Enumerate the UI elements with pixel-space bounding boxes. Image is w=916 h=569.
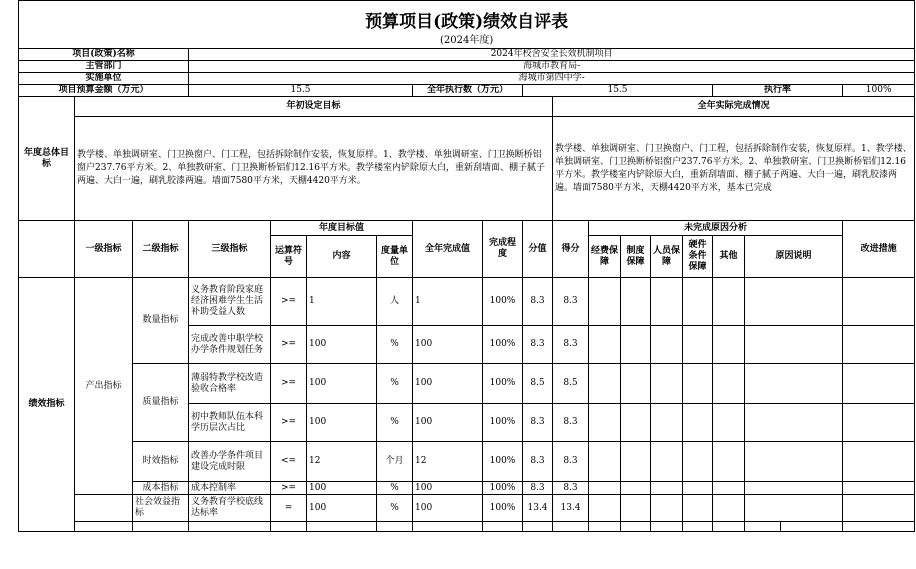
output-label: 产出指标 — [75, 278, 133, 495]
exec-value: 15.5 — [523, 85, 713, 97]
indicator-name: 改善办学条件项目建设完成时限 — [189, 442, 271, 482]
system-header: 制度保障 — [621, 236, 651, 278]
indicator-value: 8.5 — [523, 364, 553, 404]
score-header: 得分 — [553, 221, 589, 278]
indicator-name: 完成改善中职学校办学条件规划任务 — [189, 326, 271, 364]
annual-goal-label: 年度总体目标 — [19, 97, 75, 221]
indicator-op: >= — [271, 404, 307, 442]
project-name-value: 2024年校舍安全长效机制项目 — [189, 49, 915, 61]
indicator-actual: 12 — [413, 442, 483, 482]
indicator-value: 8.3 — [523, 278, 553, 326]
indicator-value: 13.4 — [523, 495, 553, 522]
content-header: 内容 — [307, 236, 377, 278]
budget-label: 项目预算金额（万元） — [19, 85, 189, 97]
indicator-name: 初中教师队伍本科学历层次占比 — [189, 404, 271, 442]
indicator-actual: 100 — [413, 495, 483, 522]
indicator-completion: 100% — [483, 326, 523, 364]
budget-value: 15.5 — [189, 85, 413, 97]
completion-header: 完成程度 — [483, 221, 523, 278]
funding-header: 经费保障 — [589, 236, 621, 278]
hardware-header: 硬件条件保障 — [683, 236, 713, 278]
unit-value: 海城市第四中学- — [189, 73, 915, 85]
indicator-completion: 100% — [483, 278, 523, 326]
indicator-content: 100 — [307, 495, 377, 522]
indicator-actual: 100 — [413, 482, 483, 495]
level1-header: 一级指标 — [75, 221, 133, 278]
indicator-actual: 100 — [413, 404, 483, 442]
project-name-label: 项目(政策)名称 — [19, 49, 189, 61]
personnel-header: 人员保障 — [651, 236, 683, 278]
indicator-unit: 个月 — [377, 442, 413, 482]
category-quality: 质量指标 — [133, 364, 189, 442]
indicator-unit: % — [377, 364, 413, 404]
unit-header: 度量单位 — [377, 236, 413, 278]
indicator-completion: 100% — [483, 495, 523, 522]
indicator-score: 8.5 — [553, 364, 589, 404]
rate-value: 100% — [843, 85, 915, 97]
indicator-unit: % — [377, 326, 413, 364]
indicator-op: = — [271, 495, 307, 522]
initial-goal-text: 教学楼、单独调研室、门卫换窗户、门工程，包括拆除制作安装，恢复原样。1、教学楼、单独调研室、门卫换断桥铝窗户237.76平方米。2、单独教研室、门卫换断桥铝们12.16平方米。教学楼室内铲除原大白，重新刮墙面、棚子腻子两遍、大白一遍，刷乳胶漆两遍。墙面7580平方米，天棚4420平方米。 — [75, 117, 553, 221]
score-value-header: 分值 — [523, 221, 553, 278]
indicator-score: 13.4 — [553, 495, 589, 522]
indicator-actual: 100 — [413, 326, 483, 364]
indicator-content: 12 — [307, 442, 377, 482]
indicator-unit: % — [377, 495, 413, 522]
unit-label: 实施单位 — [19, 73, 189, 85]
indicator-unit: 人 — [377, 278, 413, 326]
indicator-op: >= — [271, 326, 307, 364]
indicator-completion: 100% — [483, 442, 523, 482]
other-header: 其他 — [713, 236, 745, 278]
indicator-op: >= — [271, 482, 307, 495]
indicator-score: 8.3 — [553, 326, 589, 364]
indicator-score: 8.3 — [553, 404, 589, 442]
actual-goal-header: 全年实际完成情况 — [553, 97, 915, 117]
indicator-op: <= — [271, 442, 307, 482]
level2-header: 二级指标 — [133, 221, 189, 278]
initial-goal-header: 年初设定目标 — [75, 97, 553, 117]
indicator-value: 8.3 — [523, 326, 553, 364]
indicator-score: 8.3 — [553, 442, 589, 482]
indicator-score: 8.3 — [553, 278, 589, 326]
indicator-name: 薄弱特教学校改造验收合格率 — [189, 364, 271, 404]
indicator-actual: 1 — [413, 278, 483, 326]
indicator-value: 8.3 — [523, 482, 553, 495]
op-header: 运算符号 — [271, 236, 307, 278]
indicator-op: >= — [271, 364, 307, 404]
year-target-header: 年度目标值 — [271, 221, 413, 236]
actual-goal-text: 教学楼、单独调研室、门卫换窗户、门工程，包括拆除制作安装，恢复原样。1、教学楼、单独调研室、门卫换断桥铝窗户237.76平方米。2、单独教研室、门卫换断桥铝们12.16平方米。教学楼室内铲除原大白，重新刮墙面、棚子腻子两遍、大白一遍，刷乳胶漆两遍。墙面7580平方米，天棚4420平方米，基本已完成 — [553, 117, 915, 221]
indicator-actual: 100 — [413, 364, 483, 404]
reason-desc-header: 原因说明 — [745, 236, 843, 278]
indicator-value: 8.3 — [523, 442, 553, 482]
measures-header: 改进措施 — [843, 221, 915, 278]
rate-label: 执行率 — [713, 85, 843, 97]
category-timeliness: 时效指标 — [133, 442, 189, 482]
page-title: 预算项目(政策)绩效自评表 — [19, 1, 915, 34]
indicator-score: 8.3 — [553, 482, 589, 495]
indicator-content: 100 — [307, 482, 377, 495]
indicator-name: 成本控制率 — [189, 482, 271, 495]
indicator-content: 100 — [307, 364, 377, 404]
full-year-header: 全年完成值 — [413, 221, 483, 278]
indicator-unit: % — [377, 482, 413, 495]
dept-value: 海城市教育局- — [189, 61, 915, 73]
level3-header: 三级指标 — [189, 221, 271, 278]
indicator-content: 1 — [307, 278, 377, 326]
category-cost: 成本指标 — [133, 482, 189, 495]
blank-corner — [19, 221, 75, 278]
exec-label: 全年执行数（万元） — [413, 85, 523, 97]
reasons-header: 未完成原因分析 — [589, 221, 843, 236]
performance-table — [18, 0, 915, 532]
perf-label: 绩效指标 — [19, 278, 75, 532]
indicator-unit: % — [377, 404, 413, 442]
category-quantity: 数量指标 — [133, 278, 189, 364]
indicator-completion: 100% — [483, 404, 523, 442]
indicator-name: 义务教育阶段家庭经济困难学生生活补助受益人数 — [189, 278, 271, 326]
indicator-value: 8.3 — [523, 404, 553, 442]
dept-label: 主管部门 — [19, 61, 189, 73]
indicator-content: 100 — [307, 404, 377, 442]
category-social: 社会效益指标 — [133, 495, 189, 522]
indicator-completion: 100% — [483, 482, 523, 495]
indicator-content: 100 — [307, 326, 377, 364]
year-subtitle: (2024年度) — [19, 34, 915, 49]
indicator-completion: 100% — [483, 364, 523, 404]
indicator-op: >= — [271, 278, 307, 326]
indicator-name: 义务教育学校底线达标率 — [189, 495, 271, 522]
